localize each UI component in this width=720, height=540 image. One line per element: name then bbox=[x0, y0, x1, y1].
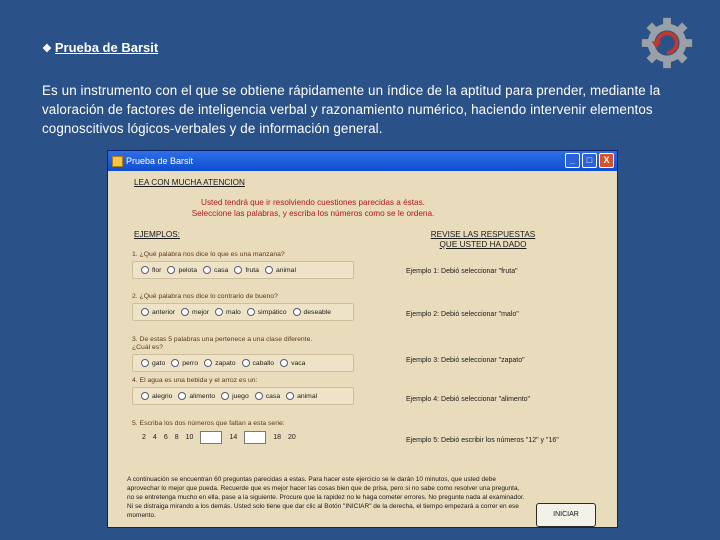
question-3 bbox=[132, 336, 354, 372]
slide-title-text: Prueba de Barsit bbox=[54, 40, 159, 55]
radio-button[interactable] bbox=[167, 266, 175, 274]
option[interactable]: alimento bbox=[178, 392, 215, 400]
question-2 bbox=[132, 293, 354, 321]
radio-button[interactable] bbox=[215, 308, 223, 316]
options-group bbox=[132, 261, 354, 279]
window-title: Prueba de Barsit bbox=[126, 156, 194, 166]
options-group bbox=[132, 303, 354, 321]
question-4 bbox=[132, 377, 354, 405]
radio-button[interactable] bbox=[234, 266, 242, 274]
option[interactable]: perro bbox=[171, 359, 198, 367]
missing-number-input[interactable] bbox=[244, 431, 266, 444]
options-group bbox=[132, 387, 354, 405]
option[interactable]: vaca bbox=[280, 359, 305, 367]
review-label-line: REVISE LAS RESPUESTAS bbox=[430, 230, 536, 239]
minimize-button[interactable]: _ bbox=[565, 153, 580, 168]
gear-refresh-icon bbox=[638, 14, 696, 72]
radio-button[interactable] bbox=[221, 392, 229, 400]
option[interactable]: juego bbox=[221, 392, 249, 400]
option[interactable]: animal bbox=[286, 392, 317, 400]
attention-heading: LEA CON MUCHA ATENCION bbox=[134, 178, 245, 187]
question-text: 1. ¿Qué palabra nos dice lo que es una manzana? bbox=[132, 251, 285, 258]
question-text: 5. Escriba los dos números que faltan a esta serie: bbox=[132, 420, 285, 427]
radio-button[interactable] bbox=[171, 359, 179, 367]
radio-button[interactable] bbox=[141, 266, 149, 274]
option[interactable]: casa bbox=[255, 392, 280, 400]
question-text: 2. ¿Qué palabra nos dice lo contrario de bueno? bbox=[132, 293, 278, 300]
radio-button[interactable] bbox=[141, 308, 149, 316]
number-sequence: 2 4 6 8 10 14 18 20 bbox=[132, 431, 354, 444]
question-1 bbox=[132, 251, 354, 279]
radio-button[interactable] bbox=[141, 392, 149, 400]
instruction-line: Seleccione las palabras, y escriba los números como se le ordena. bbox=[191, 209, 435, 218]
review-label bbox=[413, 230, 553, 249]
bottom-instructions: A continuación se encuentran 60 preguntas parecidas a estas. Para hacer este ejercicio se le darán 10 minutos, que usted debe aprovechar lo mejor que pueda. Recuerde que es mejor hacer las cosas bien que de prisa, pero si no sabe como resolver una pregunta, no se entretenga mucho en ella, pase a la siguiente. Procure que la rapidez no le haga cometer errores. No pregunte nada al examinador. Ni se distraiga mirando a los demás. Usted solo tiene que dar clic al Botón "INICIAR" de la derecha, el tiempo empezará a correr en ese momento. bbox=[127, 476, 525, 519]
examples-label: EJEMPLOS: bbox=[134, 230, 180, 239]
close-button[interactable]: X bbox=[599, 153, 614, 168]
radio-button[interactable] bbox=[178, 392, 186, 400]
radio-button[interactable] bbox=[181, 308, 189, 316]
answer-1: Ejemplo 1: Debió seleccionar "fruta" bbox=[406, 268, 518, 275]
radio-button[interactable] bbox=[203, 266, 211, 274]
option[interactable]: pelota bbox=[167, 266, 197, 274]
radio-button[interactable] bbox=[280, 359, 288, 367]
radio-button[interactable] bbox=[265, 266, 273, 274]
question-text: 4. El agua es una bebida y el arroz es un: bbox=[132, 377, 258, 384]
review-label-line: QUE USTED HA DADO bbox=[439, 239, 527, 249]
intro-paragraph: Es un instrumento con el que se obtiene rápidamente un índice de la aptitud para prender, mediante la valoración de factores de inteligencia verbal y razonamiento numérico, haciendo intervenir elementos cognoscitivos lógicos-verbales y de información general. bbox=[42, 83, 661, 136]
option[interactable]: casa bbox=[203, 266, 228, 274]
instructions bbox=[168, 197, 458, 219]
slide-title bbox=[42, 40, 158, 55]
option[interactable]: deseable bbox=[293, 308, 332, 316]
radio-button[interactable] bbox=[242, 359, 250, 367]
maximize-button[interactable]: □ bbox=[582, 153, 597, 168]
option[interactable]: caballo bbox=[242, 359, 275, 367]
barsit-window bbox=[107, 150, 618, 528]
option[interactable]: fruta bbox=[234, 266, 259, 274]
question-text: 3. De estas 5 palabras una pertenece a una clase diferente. ¿Cuál es? bbox=[132, 336, 313, 351]
answer-2: Ejemplo 2: Debió seleccionar "malo" bbox=[406, 311, 519, 318]
options-group bbox=[132, 354, 354, 372]
option[interactable]: zapato bbox=[204, 359, 235, 367]
option[interactable]: alegrio bbox=[141, 392, 172, 400]
radio-button[interactable] bbox=[255, 392, 263, 400]
option[interactable]: mejor bbox=[181, 308, 209, 316]
answer-5: Ejemplo 5: Debió escribir los números "12" y "16" bbox=[406, 437, 559, 444]
missing-number-input[interactable] bbox=[200, 431, 222, 444]
radio-button[interactable] bbox=[286, 392, 294, 400]
radio-button[interactable] bbox=[204, 359, 212, 367]
app-icon bbox=[112, 156, 123, 167]
bullet-icon: ❖ bbox=[42, 43, 52, 55]
radio-button[interactable] bbox=[141, 359, 149, 367]
window-titlebar[interactable] bbox=[108, 151, 617, 171]
option[interactable]: anterior bbox=[141, 308, 175, 316]
answer-3: Ejemplo 3: Debió seleccionar "zapato" bbox=[406, 357, 525, 364]
answer-4: Ejemplo 4: Debió seleccionar "alimento" bbox=[406, 396, 531, 403]
instruction-line: Usted tendrá que ir resolviendo cuestiones parecidas a éstas. bbox=[201, 198, 425, 207]
question-5 bbox=[132, 420, 354, 444]
option[interactable]: gato bbox=[141, 359, 165, 367]
start-button[interactable]: INICIAR bbox=[536, 503, 596, 527]
radio-button[interactable] bbox=[247, 308, 255, 316]
radio-button[interactable] bbox=[293, 308, 301, 316]
option[interactable]: simpático bbox=[247, 308, 287, 316]
option[interactable]: animal bbox=[265, 266, 296, 274]
option[interactable]: malo bbox=[215, 308, 241, 316]
option[interactable]: flor bbox=[141, 266, 161, 274]
